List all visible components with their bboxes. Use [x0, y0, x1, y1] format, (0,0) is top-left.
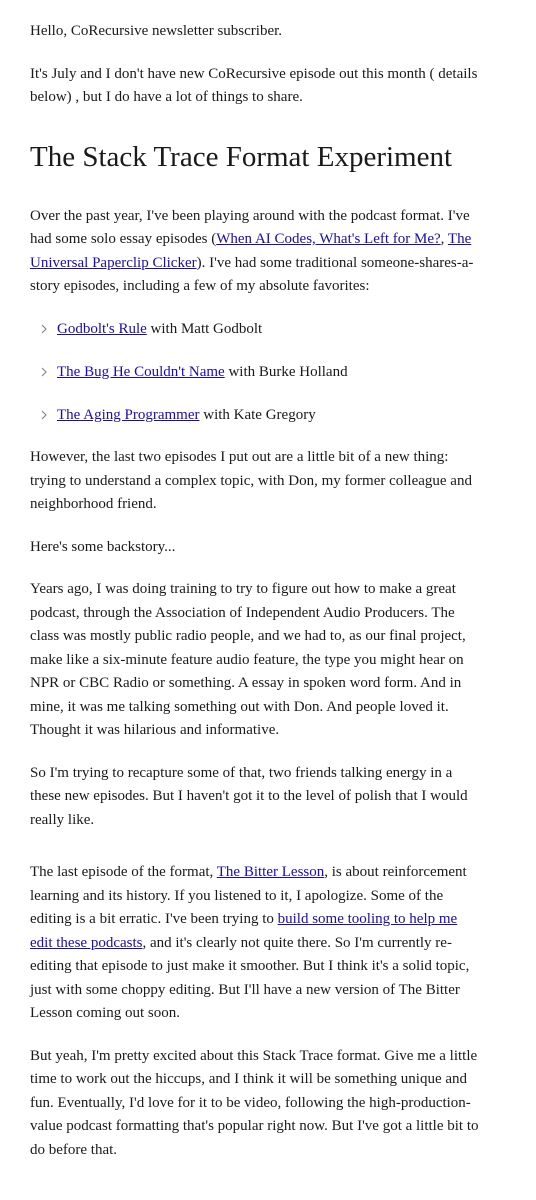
format-text-c: ). I've had some traditional someone-shares-a-story episodes, including a few of my absolute favorites:	[30, 254, 474, 294]
bitter-text-c: , and it's clearly not quite there. So I'm currently re-editing that episode to just make it smoother. But I think it's a solid topic, just with some choppy editing. But I'll have a new version of The Bitter Lesson coming out soon.	[30, 934, 470, 1021]
link-bitter-lesson[interactable]: The Bitter Lesson	[216, 864, 325, 880]
link-build-tooling[interactable]: build some tooling to help me edit these podcasts	[30, 911, 458, 951]
new-thing-paragraph: However, the last two episodes I put out are a little bit of a new thing: trying to understand a complex topic, with Don, my former colleague and neighborhood friend.	[30, 449, 472, 512]
link-aging-programmer[interactable]: The Aging Programmer	[57, 406, 200, 423]
backstory-paragraph: Years ago, I was doing training to try to figure out how to make a great podcast, through the Association of Independent Audio Producers. The class was mostly public radio people, and we had to, as our final project, make like a six-minute feature audio feature, the type you might hear on NPR or CBC Radio or something. A essay in spoken word form. And in mine, it was me talking something out with Don. And people loved it. Thought it was hilarious and informative.	[30, 581, 466, 738]
intro-paragraph: It's July and I don't have new CoRecursive episode out this month ( details below) , but I do have a lot of things to share.	[30, 65, 478, 105]
favorite-guest: with Burke Holland	[224, 363, 348, 380]
recapture-paragraph: So I'm trying to recapture some of that, two friends talking energy in a these new episodes. But I haven't got it to the level of polish that I would really like.	[30, 764, 468, 828]
list-item	[30, 404, 480, 428]
chevron-right-icon	[38, 366, 50, 378]
favorite-entry	[57, 318, 262, 342]
bitter-text-a: The last episode of the format,	[30, 864, 217, 880]
format-text-a: Over the past year, I've been playing around with the podcast format. I've had some solo essay episodes (	[30, 207, 470, 247]
list-item	[30, 318, 480, 342]
favorites-list	[30, 318, 480, 428]
favorite-guest: with Kate Gregory	[199, 406, 316, 423]
chevron-right-icon	[38, 323, 50, 335]
bitter-lesson-paragraph	[30, 861, 480, 1026]
format-paragraph	[30, 205, 480, 299]
bitter-text-b: , is about reinforcement learning and its history. If you listened to it, I apologize. Some of the editing is a bit erratic. I've been trying to	[30, 864, 467, 927]
favorite-entry	[57, 404, 316, 428]
backstory-intro: Here's some backstory...	[30, 538, 176, 555]
format-text-b: ,	[440, 231, 448, 247]
link-bug-he-couldnt-name[interactable]: The Bug He Couldn't Name	[57, 363, 225, 380]
link-universal-paperclip[interactable]: The Universal Paperclip Clicker	[30, 231, 472, 271]
chevron-right-icon	[38, 409, 50, 421]
section-heading: The Stack Trace Format Experiment	[30, 140, 453, 173]
list-item	[30, 361, 480, 385]
link-godbolts-rule[interactable]: Godbolt's Rule	[57, 320, 147, 337]
greeting: Hello, CoRecursive newsletter subscriber.	[30, 23, 283, 39]
favorite-entry	[57, 361, 348, 385]
favorite-guest: with Matt Godbolt	[146, 320, 263, 337]
closing-paragraph: But yeah, I'm pretty excited about this Stack Trace format. Give me a little time to work out the hiccups, and I think it will be something unique and fun. Eventually, I'd love for it to be video, following the high-production-value podcast formatting that's popular right now. But I've got a little bit to do before that.	[30, 1047, 479, 1158]
link-when-ai-codes[interactable]: When AI Codes, What's Left for Me?	[216, 231, 441, 247]
